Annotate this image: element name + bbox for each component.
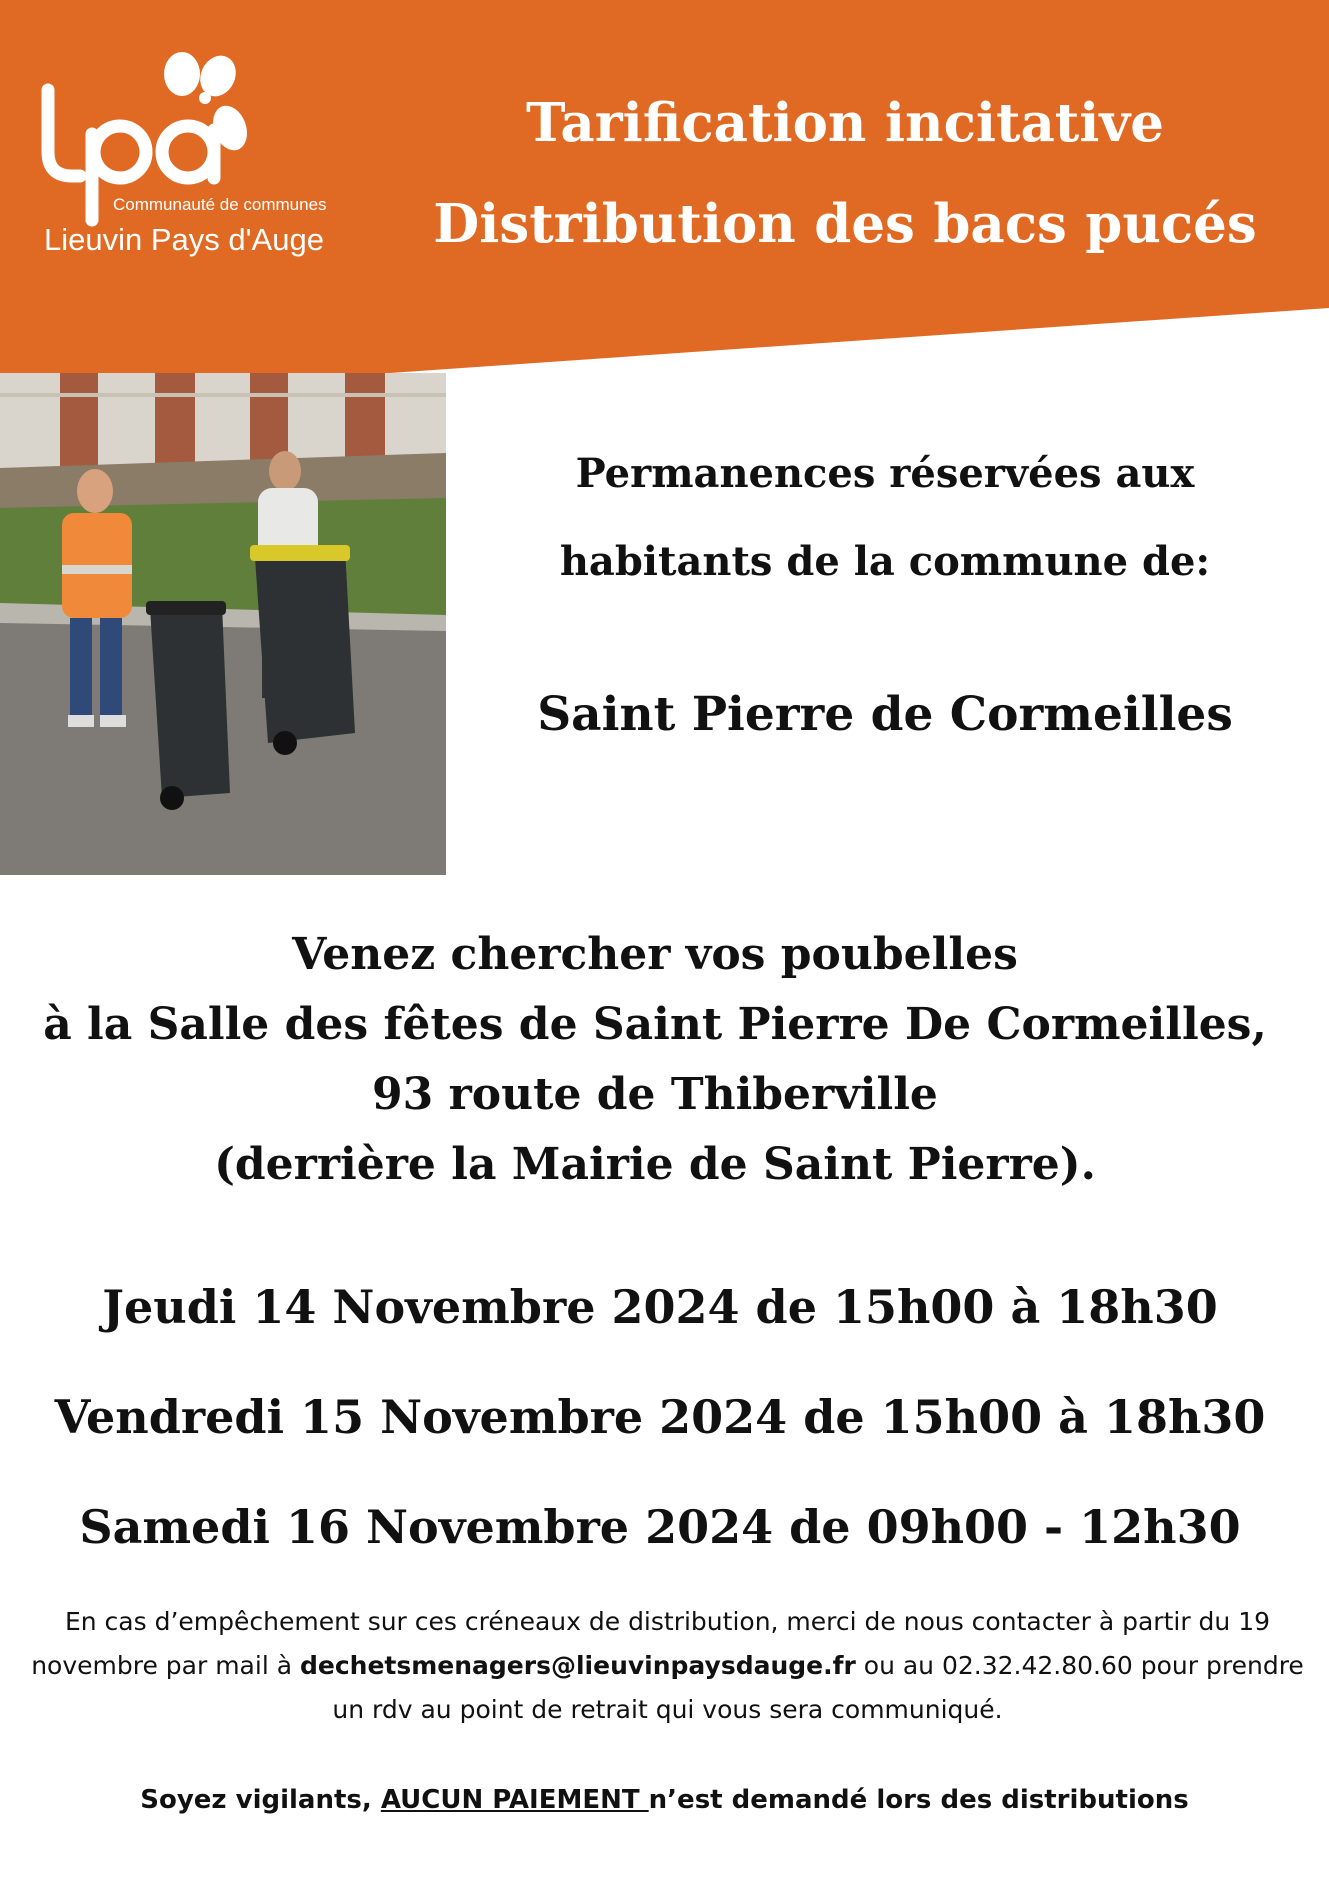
logo-name: Lieuvin Pays d'Auge [44, 222, 324, 257]
page-title-line2: Distribution des bacs pucés [433, 193, 1257, 255]
location-line2: à la Salle des fêtes de Saint Pierre De Cormeilles, [43, 999, 1267, 1050]
warning-prefix: Soyez vigilants, [140, 1785, 381, 1815]
page-title-line1: Tarification incitative [526, 92, 1164, 154]
date-line: Samedi 16 Novembre 2024 de 09h00 - 12h30 [79, 1500, 1241, 1554]
contact-email[interactable]: dechetsmenagers@lieuvinpaysdauge.fr [299, 1651, 856, 1680]
location-block [0, 920, 1310, 1200]
date-line: Vendredi 15 Novembre 2024 de 15h00 à 18h30 [54, 1390, 1266, 1444]
logo-subtitle: Communauté de communes [113, 195, 327, 214]
notice-part1: En cas d’empêchement sur ces créneaux de distribution, merci de nous contacter à partir du 19 novembre par mail à [31, 1607, 1271, 1680]
location-line4: (derrière la Mairie de Saint Pierre). [214, 1139, 1096, 1190]
payment-warning [0, 1785, 1329, 1815]
contact-notice [15, 1600, 1320, 1732]
commune-name: Saint Pierre de Cormeilles [537, 687, 1233, 742]
notice-part2: ou au 02.32.42.80.60 pour prendre un rdv au point de retrait qui vous sera communiqué. [332, 1651, 1304, 1724]
location-line3: 93 route de Thiberville [372, 1069, 938, 1120]
intro-line2: habitants de la commune de: [559, 538, 1211, 585]
date-line: Jeudi 14 Novembre 2024 de 15h00 à 18h30 [102, 1280, 1218, 1334]
warning-emphasis: AUCUN PAIEMENT [380, 1785, 649, 1815]
location-line1: Venez chercher vos poubelles [292, 929, 1018, 980]
photo-bin-delivery [0, 373, 446, 875]
intro-line1: Permanences réservées aux [575, 450, 1195, 497]
warning-suffix: n’est demandé lors des distributions [648, 1785, 1189, 1815]
intro-text [490, 430, 1280, 606]
